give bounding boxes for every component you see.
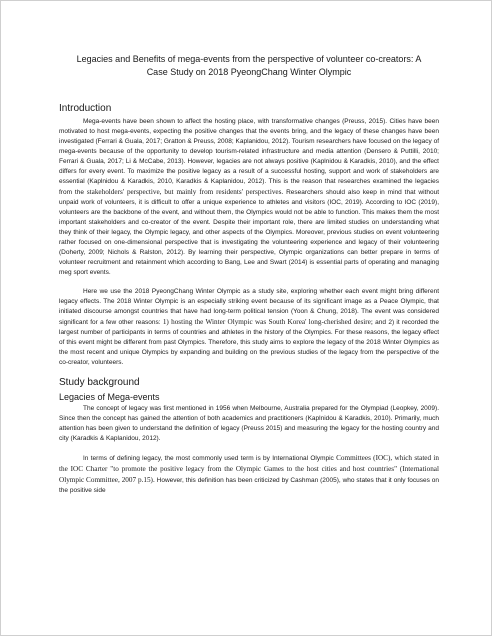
intro-p1-text-b: Researchers should also keep in mind that without unpaid work of volunteers, it is difficult to offer a unique experience to athletes and visitors (IOC, 2019). According to IOC (2019), volunteers are the backbone of the event, and without them, the Olympics would not be able to function. This makes them the most important stakeholders and co-creator of the event. Despite their important role, there are limited studies on understanding what they think of their legacy, the Olympic legacy, and other aspects of the Olympics. Moreover, previous studies on event volunteering rather focused on one-dimensional perspective that is investigating the volunteering experience and legacy of their volunteering (Doherty, 2009; Nichols & Ralston, 2012). By learning their perspective, Olympic organizations can better prepare in terms of volunteer recruitment and retainment which according to Bang, Lee and Swart (2014) is essential parts of operating and managing meg sport events. xyxy=(59,189,440,276)
legacies-subheading: Legacies of Mega-events xyxy=(59,392,160,402)
study-background-paragraph-2 xyxy=(59,453,439,496)
intro-p2-serif-text: 1) hosting the Winter Olympic was South Korea' long-cherished desire; xyxy=(160,318,373,326)
paper-title: Legacies and Benefits of mega-events from the perspective of volunteer co-creators: A Case Study on 2018 PyeongChang Winter Olympic xyxy=(76,54,422,77)
introduction-paragraph-2 xyxy=(59,287,439,368)
sb-p2-serif-text: Committees (IOC), which stated in the IOC Charter "to promote the positive legacy from the Olympic Games to the host cities and host countries" (International Olympic Committee, 2007 p.15). xyxy=(59,454,439,484)
study-background-paragraph-1: The concept of legacy was first mentioned in 1956 when Melbourne, Australia prepared for the Olympiad (Leopkey, 2009). Since then the concept has gained the attention of both academics and practitioners (Kaplnidou & Karadkis, 2010). Primarily, much attention has been given to understand the definition of legacy (Preuss 2015) and measuring the legacy for the hosting country and city (Karadkis & Kaplanidou, 2012). xyxy=(59,405,439,442)
study-background-heading: Study background xyxy=(59,377,140,388)
introduction-paragraph-1 xyxy=(59,117,439,278)
intro-p2-text-a: Here we use the 2018 PyeongChang Winter Olympic as a study site, exploring whether each event might bring different legacy effects. The 2018 Winter Olympic is an especially striking event because of its significant image as a Peace Olympic, that initiated discourse amongst countries that have had long-term political tension (Yoon & Chung, 2018). The event was considered significant for a few other reasons: xyxy=(59,288,439,326)
intro-p2-text-b: and 2) it recorded the largest number of participants in terms of countries and athletes in the history of the Olympics. For these reasons, the legacy effect of this event might be different from past Olympics. Therefore, this study aims to explore the legacy of the 2018 Winter Olympics as the most recent and unique Olympics by expanding and building on the previous studies of the legacy from the perspective of the co-creator, volunteers. xyxy=(59,319,439,366)
intro-p1-text-a: Mega-events have been shown to affect the hosting place, with transformative changes (Preuss, 2015). Cities have been motivated to host mega-events, expecting the positive changes that the events bring, and the legacy of these changes have been investigated (Ferrari & Guala, 2017; Gratton & Preuss, 2008; Kaplanidou, 2012). Tourism researchers have focused on the legacy of mega-events because of the opportunity to develop tourism-related infrastructure and media attention (Densero & Puttilli, 2010; Ferrari & Guala, 2017; Li & McCabe, 2013). However, legacies are not always positive (Kaplnidou & Karadkis, 2010), and the effect differs for every event. To maximize the positive legacy as a result of a successful hosting, support and work of stakeholders are essential (Kaplnidou & Karadkis, 2010, Karadkis & Kaplanidou, 2012). This is the reason that researches examined the legacies from the xyxy=(59,118,439,196)
sb-p2-text-a: In terms of defining legacy, the most commonly used term is by International Olympic xyxy=(83,455,334,462)
intro-p1-serif-text: stakeholders' perspective, but mainly from residents' perspectives. xyxy=(86,188,284,196)
introduction-heading: Introduction xyxy=(59,103,112,114)
introduction-section xyxy=(59,102,439,368)
study-background-section xyxy=(59,376,439,496)
sb-p2-text-b: However, this definition has been criticized by Cashman (2005), who states that it only focuses on the positive side xyxy=(59,477,439,494)
